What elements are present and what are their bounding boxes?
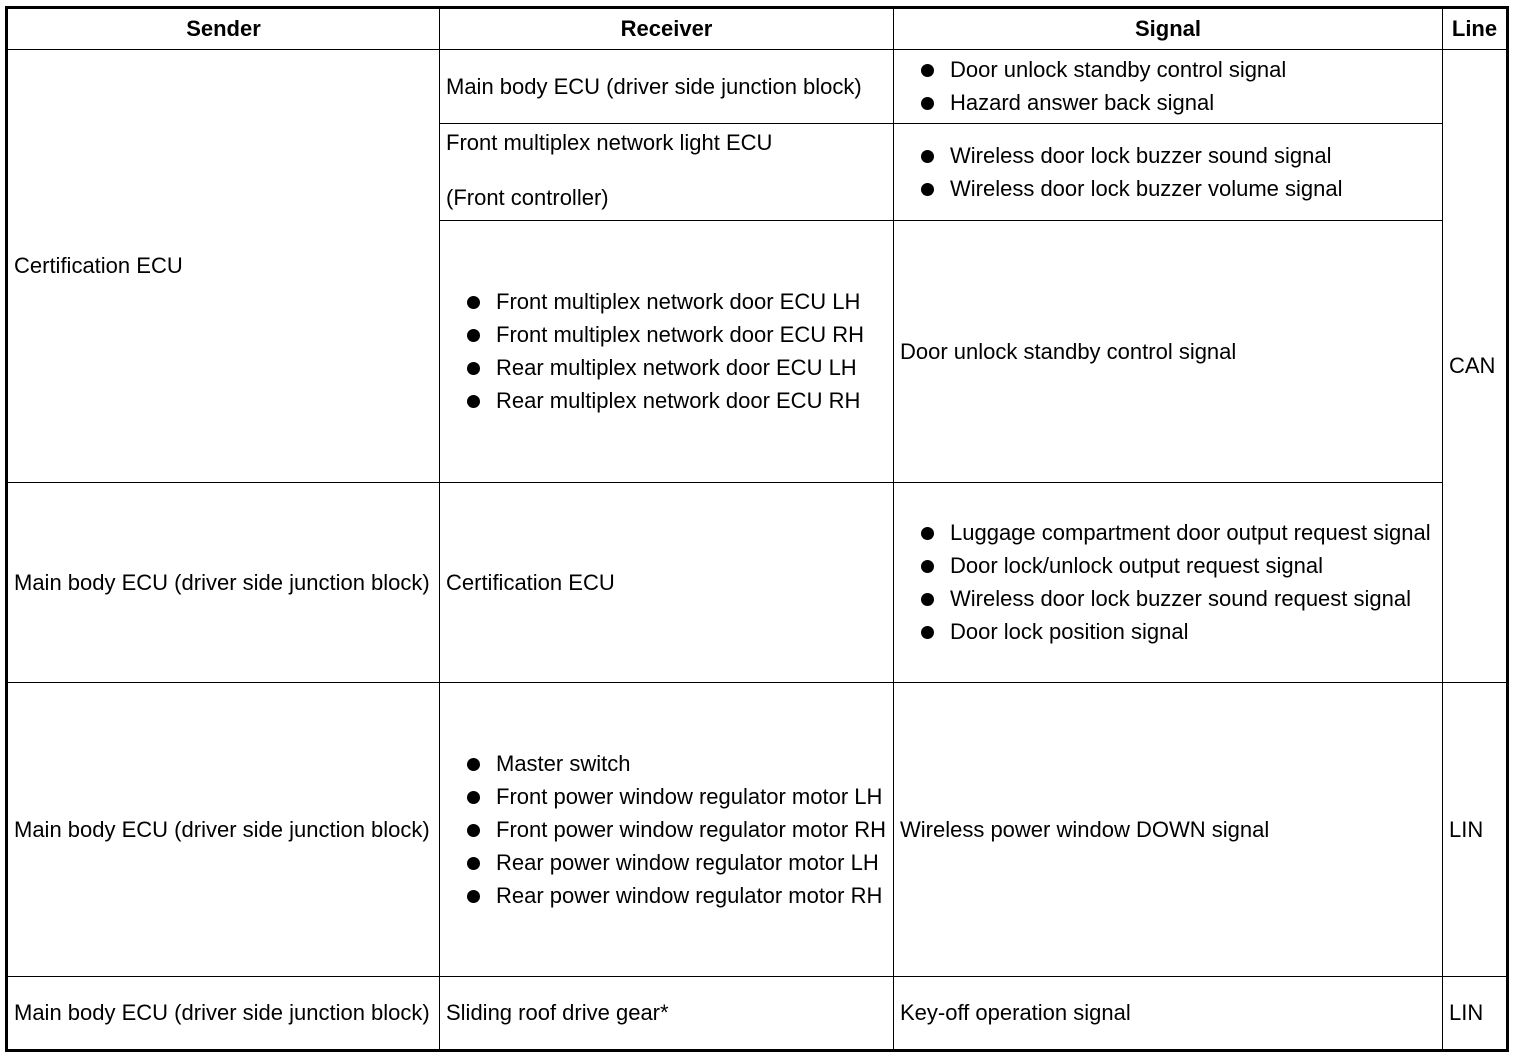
signal-cell: Door unlock standby control signal — [894, 221, 1443, 483]
bullet-icon — [467, 890, 480, 903]
receiver-item: Rear multiplex network door ECU LH — [446, 353, 887, 383]
bullet-icon — [467, 791, 480, 804]
receiver-item: Front power window regulator motor RH — [446, 815, 887, 845]
signal-item: Wireless door lock buzzer sound signal — [900, 141, 1436, 171]
header-sender: Sender — [7, 8, 440, 50]
signal-item: Door lock/unlock output request signal — [900, 551, 1436, 581]
signal-cell — [894, 124, 1443, 221]
receiver-item: Front multiplex network door ECU LH — [446, 287, 887, 317]
receiver-cell: Main body ECU (driver side junction block) — [440, 50, 894, 124]
signal-cell — [894, 50, 1443, 124]
header-line: Line — [1443, 8, 1508, 50]
signal-item: Luggage compartment door output request signal — [900, 518, 1436, 548]
receiver-item: Front multiplex network door ECU RH — [446, 320, 887, 350]
line-cell: LIN — [1443, 683, 1508, 977]
bullet-icon — [921, 560, 934, 573]
signal-item: Wireless door lock buzzer volume signal — [900, 174, 1436, 204]
bullet-icon — [921, 183, 934, 196]
signal-cell: Key-off operation signal — [894, 977, 1443, 1051]
header-receiver: Receiver — [440, 8, 894, 50]
sender-cell: Main body ECU (driver side junction block) — [7, 683, 440, 977]
bullet-icon — [921, 150, 934, 163]
bullet-icon — [467, 329, 480, 342]
sender-cell: Main body ECU (driver side junction block) — [7, 977, 440, 1051]
receiver-line: (Front controller) — [446, 185, 609, 210]
signal-item: Hazard answer back signal — [900, 88, 1436, 118]
bullet-icon — [467, 296, 480, 309]
sender-cell: Certification ECU — [7, 50, 440, 483]
receiver-item: Front power window regulator motor LH — [446, 782, 887, 812]
signal-item: Wireless door lock buzzer sound request signal — [900, 584, 1436, 614]
communication-table — [5, 6, 1509, 1052]
signal-cell: Wireless power window DOWN signal — [894, 683, 1443, 977]
receiver-item: Rear multiplex network door ECU RH — [446, 386, 887, 416]
bullet-icon — [921, 97, 934, 110]
bullet-icon — [467, 857, 480, 870]
table-row — [7, 50, 1508, 124]
table-row — [7, 683, 1508, 977]
receiver-cell: Sliding roof drive gear* — [440, 977, 894, 1051]
receiver-cell: Certification ECU — [440, 483, 894, 683]
sender-cell: Main body ECU (driver side junction block) — [7, 483, 440, 683]
bullet-icon — [921, 626, 934, 639]
bullet-icon — [467, 395, 480, 408]
receiver-cell — [440, 124, 894, 221]
signal-item: Door unlock standby control signal — [900, 55, 1436, 85]
bullet-icon — [467, 758, 480, 771]
receiver-cell — [440, 221, 894, 483]
signal-item: Door lock position signal — [900, 617, 1436, 647]
signal-cell — [894, 483, 1443, 683]
bullet-icon — [467, 362, 480, 375]
bullet-icon — [921, 527, 934, 540]
receiver-item: Rear power window regulator motor RH — [446, 881, 887, 911]
receiver-cell — [440, 683, 894, 977]
bullet-icon — [921, 593, 934, 606]
header-signal: Signal — [894, 8, 1443, 50]
line-cell: CAN — [1443, 50, 1508, 683]
receiver-line: Front multiplex network light ECU — [446, 130, 773, 155]
line-cell: LIN — [1443, 977, 1508, 1051]
receiver-item: Master switch — [446, 749, 887, 779]
table-row — [7, 483, 1508, 683]
header-row — [7, 8, 1508, 50]
bullet-icon — [921, 64, 934, 77]
receiver-item: Rear power window regulator motor LH — [446, 848, 887, 878]
bullet-icon — [467, 824, 480, 837]
table-row — [7, 977, 1508, 1051]
